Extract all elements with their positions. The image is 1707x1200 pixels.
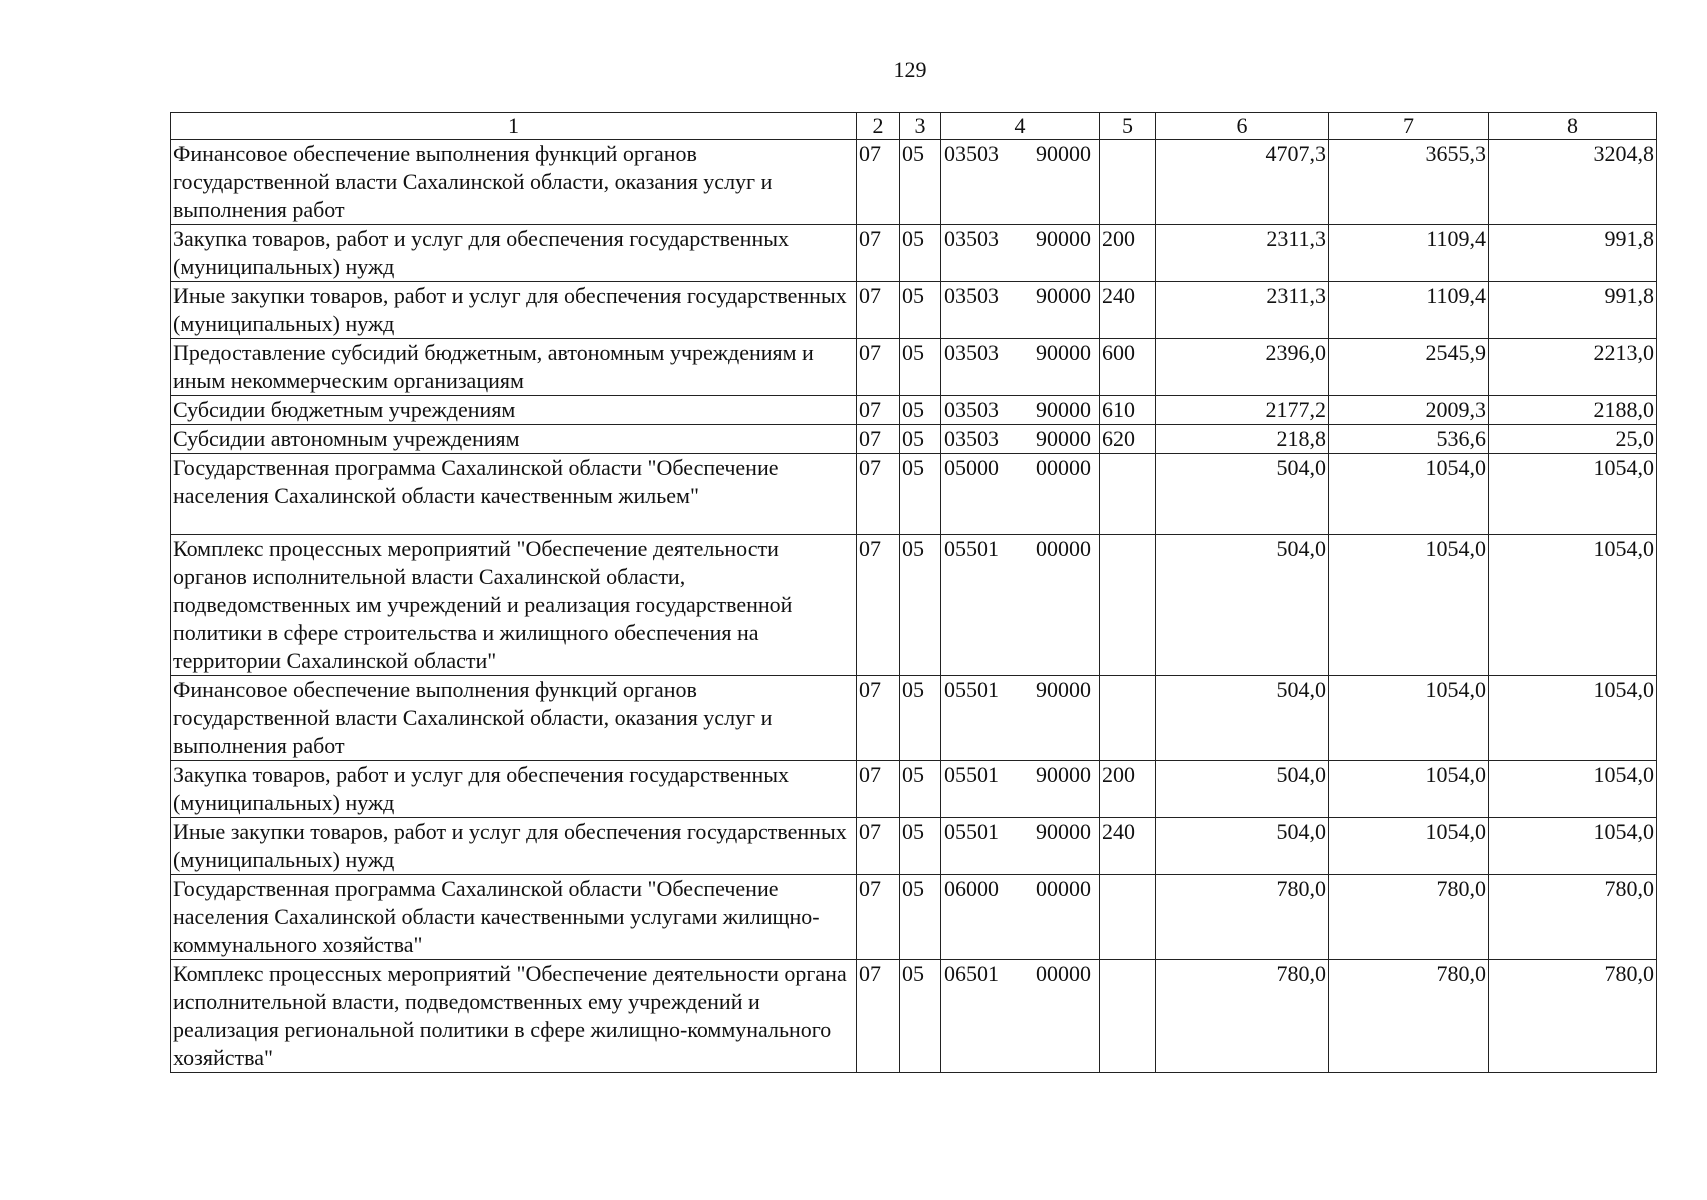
row-name-text: Государственная программа Сахалинской области "Обеспечение населения Сахалинской области качественным жильем" [173,455,779,508]
amount-col7: 2545,9 [1329,339,1489,396]
amount-col7: 1054,0 [1329,761,1489,818]
code-section: 07 [857,425,900,454]
amount-col6: 504,0 [1156,454,1329,535]
row-name-text: Комплекс процессных мероприятий "Обеспечение деятельности органов исполнительной власти Сахалинской области, подведомственных им учреждений и реализация государственной политики в сфере строительства и жилищного обеспечения на территории Сахалинской области" [173,536,793,673]
code-target [941,875,1100,960]
amount-col7: 1054,0 [1329,454,1489,535]
table-row [171,818,1657,875]
code-target [941,454,1100,535]
code-section: 07 [857,225,900,282]
amount-col7: 780,0 [1329,960,1489,1073]
code-target-program: 05501 [944,762,999,787]
code-section: 07 [857,339,900,396]
code-target [941,960,1100,1073]
code-subsection: 05 [900,761,941,818]
table-row [171,225,1657,282]
table-row [171,960,1657,1073]
row-name [171,425,857,454]
code-section: 07 [857,535,900,676]
column-header: 2 [857,113,900,140]
row-name-text: Предоставление субсидий бюджетным, автономным учреждениям и иным некоммерческим организациям [173,340,814,393]
code-target-direction: 90000 [1036,819,1091,844]
amount-col7: 536,6 [1329,425,1489,454]
code-target-direction: 90000 [1036,141,1091,166]
row-name [171,225,857,282]
code-target [941,818,1100,875]
amount-col6: 504,0 [1156,676,1329,761]
code-target-program: 03503 [944,283,999,308]
row-name [171,818,857,875]
code-expense-type: 200 [1100,761,1156,818]
code-target-program: 06000 [944,876,999,901]
row-name-text: Государственная программа Сахалинской области "Обеспечение населения Сахалинской области качественными услугами жилищно-коммунального хозяйства" [173,876,820,957]
amount-col8: 991,8 [1489,225,1657,282]
column-header: 5 [1100,113,1156,140]
row-name-text: Иные закупки товаров, работ и услуг для обеспечения государственных (муниципальных) нужд [173,819,847,872]
row-name-text: Финансовое обеспечение выполнения функций органов государственной власти Сахалинской области, оказания услуг и выполнения работ [173,677,773,758]
row-name-text: Закупка товаров, работ и услуг для обеспечения государственных (муниципальных) нужд [173,226,790,279]
row-name [171,535,857,676]
table-row [171,339,1657,396]
table-row [171,454,1657,535]
amount-col6: 218,8 [1156,425,1329,454]
code-expense-type [1100,535,1156,676]
code-target-direction: 90000 [1036,677,1091,702]
code-subsection: 05 [900,282,941,339]
table-row [171,761,1657,818]
code-target-direction: 00000 [1036,536,1091,561]
code-target-program: 03503 [944,426,999,451]
row-name [171,761,857,818]
amount-col7: 780,0 [1329,875,1489,960]
code-section: 07 [857,396,900,425]
row-name [171,676,857,761]
amount-col7: 3655,3 [1329,140,1489,225]
code-target [941,282,1100,339]
code-target-program: 05501 [944,677,999,702]
code-expense-type: 600 [1100,339,1156,396]
code-expense-type [1100,454,1156,535]
code-target [941,425,1100,454]
amount-col8: 780,0 [1489,875,1657,960]
amount-col8: 1054,0 [1489,761,1657,818]
code-section: 07 [857,818,900,875]
column-header: 7 [1329,113,1489,140]
amount-col8: 1054,0 [1489,818,1657,875]
column-header: 3 [900,113,941,140]
row-name-text: Закупка товаров, работ и услуг для обеспечения государственных (муниципальных) нужд [173,762,790,815]
code-subsection: 05 [900,535,941,676]
budget-table [170,112,1657,1073]
code-expense-type [1100,140,1156,225]
amount-col6: 780,0 [1156,875,1329,960]
code-target [941,396,1100,425]
amount-col8: 25,0 [1489,425,1657,454]
amount-col8: 3204,8 [1489,140,1657,225]
header-row [171,113,1657,140]
row-name [171,140,857,225]
amount-col7: 2009,3 [1329,396,1489,425]
amount-col6: 2177,2 [1156,396,1329,425]
code-target-program: 05501 [944,536,999,561]
row-name [171,960,857,1073]
code-subsection: 05 [900,875,941,960]
table-row [171,676,1657,761]
row-name-text: Иные закупки товаров, работ и услуг для обеспечения государственных (муниципальных) нужд [173,283,847,336]
column-header: 1 [171,113,857,140]
code-target-program: 06501 [944,961,999,986]
code-target-program: 03503 [944,397,999,422]
amount-col6: 504,0 [1156,818,1329,875]
column-header: 6 [1156,113,1329,140]
code-expense-type: 240 [1100,818,1156,875]
amount-col6: 504,0 [1156,535,1329,676]
amount-col8: 1054,0 [1489,676,1657,761]
code-expense-type: 240 [1100,282,1156,339]
code-subsection: 05 [900,425,941,454]
code-section: 07 [857,761,900,818]
table-row [171,140,1657,225]
code-subsection: 05 [900,225,941,282]
code-target-direction: 90000 [1036,762,1091,787]
code-target [941,339,1100,396]
amount-col7: 1054,0 [1329,535,1489,676]
amount-col8: 991,8 [1489,282,1657,339]
amount-col8: 2188,0 [1489,396,1657,425]
amount-col8: 2213,0 [1489,339,1657,396]
amount-col6: 2311,3 [1156,282,1329,339]
amount-col8: 1054,0 [1489,454,1657,535]
amount-col6: 4707,3 [1156,140,1329,225]
code-subsection: 05 [900,396,941,425]
code-target-program: 03503 [944,226,999,251]
code-section: 07 [857,140,900,225]
row-name-text: Субсидии автономным учреждениям [173,426,520,451]
code-target-direction: 90000 [1036,397,1091,422]
column-header: 4 [941,113,1100,140]
code-target [941,535,1100,676]
code-section: 07 [857,875,900,960]
code-target-direction: 00000 [1036,961,1091,986]
row-name-text: Финансовое обеспечение выполнения функций органов государственной власти Сахалинской области, оказания услуг и выполнения работ [173,141,773,222]
column-header: 8 [1489,113,1657,140]
code-expense-type: 620 [1100,425,1156,454]
amount-col6: 2396,0 [1156,339,1329,396]
code-target-direction: 00000 [1036,455,1091,480]
code-target-direction: 90000 [1036,226,1091,251]
row-name [171,339,857,396]
amount-col6: 504,0 [1156,761,1329,818]
row-name-text: Комплекс процессных мероприятий "Обеспечение деятельности органа исполнительной власти, подведомственных ему учреждений и реализация региональной политики в сфере жилищно-коммунального хозяйства" [173,961,847,1070]
code-section: 07 [857,282,900,339]
amount-col6: 780,0 [1156,960,1329,1073]
amount-col6: 2311,3 [1156,225,1329,282]
row-name [171,282,857,339]
code-target-direction: 90000 [1036,283,1091,308]
code-target [941,676,1100,761]
table-row [171,535,1657,676]
table-row [171,282,1657,339]
code-target-direction: 00000 [1036,876,1091,901]
code-target [941,225,1100,282]
code-subsection: 05 [900,140,941,225]
table-row [171,425,1657,454]
code-target-program: 05501 [944,819,999,844]
code-expense-type: 200 [1100,225,1156,282]
row-name-text: Субсидии бюджетным учреждениям [173,397,516,422]
code-target-program: 03503 [944,340,999,365]
code-section: 07 [857,676,900,761]
code-target-direction: 90000 [1036,340,1091,365]
table-row [171,875,1657,960]
row-name [171,875,857,960]
code-section: 07 [857,454,900,535]
amount-col7: 1054,0 [1329,818,1489,875]
code-subsection: 05 [900,676,941,761]
amount-col8: 1054,0 [1489,535,1657,676]
code-expense-type [1100,960,1156,1073]
row-name [171,454,857,535]
table-row [171,396,1657,425]
row-name [171,396,857,425]
amount-col8: 780,0 [1489,960,1657,1073]
code-subsection: 05 [900,454,941,535]
code-expense-type [1100,875,1156,960]
code-target-program: 05000 [944,455,999,480]
code-subsection: 05 [900,960,941,1073]
code-expense-type: 610 [1100,396,1156,425]
code-target-program: 03503 [944,141,999,166]
amount-col7: 1109,4 [1329,225,1489,282]
code-subsection: 05 [900,818,941,875]
code-section: 07 [857,960,900,1073]
code-subsection: 05 [900,339,941,396]
amount-col7: 1054,0 [1329,676,1489,761]
code-target [941,761,1100,818]
code-target-direction: 90000 [1036,426,1091,451]
amount-col7: 1109,4 [1329,282,1489,339]
code-expense-type [1100,676,1156,761]
code-target [941,140,1100,225]
page-number: 129 [893,57,927,82]
